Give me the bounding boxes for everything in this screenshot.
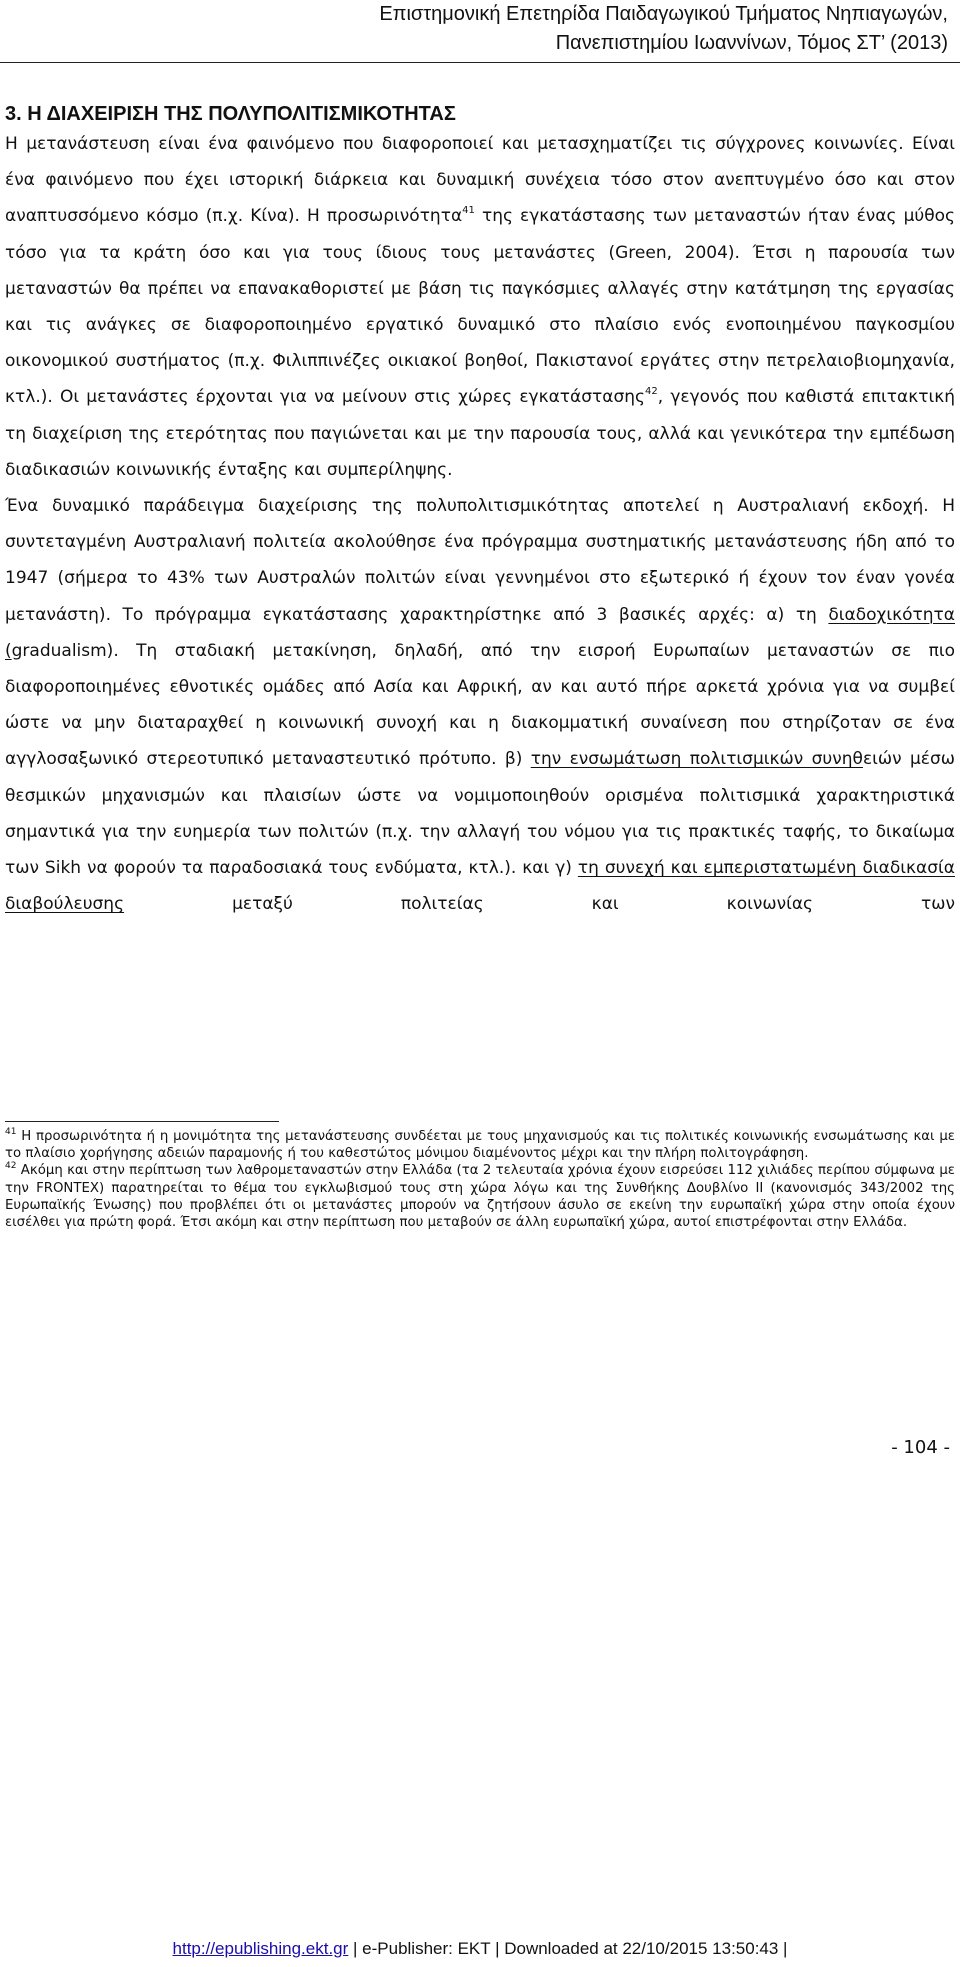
paragraph-1: Η μετανάστευση είναι ένα φαινόμενο που διαφοροποιεί και μετασχηματίζει τις σύγχρονες κοινωνίες. Είναι ένα φαινόμενο που έχει ιστορική διάρκεια και δυναμική συνέχεια τόσο στον ανεπτυγμένο όσο και στον αναπτυσσόμενο κόσμο (π.χ. Κίνα). Η προσωρινότητα$^{41}$ της εγκατάστασης των μεταναστών ήταν ένας μύθος τόσο για τα κράτη όσο και για τους ίδιους τους μετανάστες (Green, 2004). Έτσι η παρουσία των μεταναστών θα πρέπει να επανακαθοριστεί με βάση τις παγκόσμιες αλλαγές στην κατάτμηση της εργασίας και τις ανάγκες σε διαφοροποιημένο εργατικό δυναμικό στο πλαίσιο ενός ενοποιημένου παγκοσμίου οικονομικού συστήματος (π.χ. Φιλιππινέζες οικιακοί βοηθοί, Πακιστανοί εργάτες στην πετρελαιοβιομηχανία, κτλ.). Οι μετανάστες έρχονται για να μείνουν στις χώρες εγκατάστασης$^{42}$, γεγονός που καθιστά επιτακτική τη διαχείριση της ετερότητας που παγιώνεται και με την παρουσία τους, αλλά και γενικότερα την εμπέδωση διαδικασιών κοινωνικής ένταξης και συμπερίληψης. [5, 134, 955, 480]
underlined-term-1: διαδοχικότητα ( [5, 604, 955, 661]
paragraph-2: Ένα δυναμικό παράδειγμα διαχείρισης της πολυπολιτισμικότητας αποτελεί η Αυστραλιανή εκδοχή. Η συντεταγμένη Αυστραλιανή πολιτεία ακολούθησε ένα πρόγραμμα συστηματικής μετανάστευσης ήδη από το 1947 (σήμερα το 43% των Αυστραλών πολιτών είναι γεννημένοι στο εξωτερικό ή έχουν τον έναν γονέα μετανάστη). Το πρόγραμμα εγκατάστασης χαρακτηρίστηκε από 3 βασικές αρχές: α) τη διαδοχικότητα (gradualism). Τη σταδιακή μετακίνηση, δηλαδή, από την εισροή Ευρωπαίων μεταναστών σε πιο διαφοροποιημένες εθνοτικές ομάδες από Ασία και Αφρική, αν και αυτό πήρε αρκετά χρόνια για να συμβεί ώστε να μην διαταραχθεί η κοινωνική συνοχή και η διακομματική συναίνεση που στηρίζοταν σε ένα αγγλοσαξωνικό στερεοτυπικό μεταναστευτικό πρότυπο. β) την ενσωμάτωση πολιτισμικών συνηθειών μέσω θεσμικών μηχανισμών και πλαισίων ώστε να νομιμοποιηθούν ορισμένα πολιτισμικά χαρακτηριστικά σημαντικά για την ευημερία των πολιτών (π.χ. την αλλαγή του νόμου για τις πρακτικές ταφής, το δικαίωμα των Sikh να φορούν τα παραδοσιακά τους ενδύματα, κτλ.). και γ) τη συνεχή και εμπεριστατωμένη διαδικασία διαβούλευσης μεταξύ πολιτείας και κοινωνίας των [5, 496, 956, 915]
header-line-2: Πανεπιστημίου Ιωαννίνων, Τόμος ΣΤ’ (2013) [555, 32, 948, 54]
footnote-41: $^{41}$ Η προσωρινότητα ή η μονιμότητα της μετανάστευσης συνδέεται με τους μηχανισμούς και τις πολιτικές κοινωνικής ενσωμάτωσης και με το πλαίσιο χορήγησης αδειών παραμονής ή του καθεστώτος μόνιμου διαμένοντος μέχρι και την πλήρη πολιτογράφηση. [5, 1127, 955, 1162]
footnote-42: $^{42}$ Ακόμη και στην περίπτωση των λαθρομεταναστών στην Ελλάδα (τα 2 τελευταία χρόνια έχουν εισρεύσει 112 χιλιάδες περίπου σύμφωνα με την FRONTEX) παρατηρείται το θέμα του εγκλωβισμού τους στη χώρα λόγω και της Συνθήκης Δουβλίνο ΙΙ (κανονισμός 343/2002 της Ευρωπαϊκής Ένωσης) που προβλέπει ότι οι μετανάστες μπορούν να ζητήσουν άσυλο σε εκείνη την ευρωπαϊκή χώρα στην οποία έχουν εισέλθει για πρώτη φορά. Έτσι ακόμη και στην περίπτωση που μεταβούν σε άλλη ευρωπαϊκή χώρα, αυτοί επιστρέφονται στην Ελλάδα. [5, 1161, 955, 1231]
footer-info: | e-Publisher: EKT | Downloaded at 22/10/2015 13:50:43 | [348, 1939, 788, 1958]
footnote-ref-41[interactable]: 41 [462, 205, 475, 217]
underlined-term-3: τη συνεχή και εμπεριστατωμένη διαδικασία διαβούλευσης [5, 858, 955, 915]
epublishing-link[interactable]: http://epublishing.ekt.gr [172, 1939, 349, 1958]
running-header [248, 0, 948, 58]
footnote-ref-42[interactable]: 42 [645, 386, 658, 398]
page-number: - 104 - [891, 1437, 950, 1458]
header-line-1: Επιστημονική Επετηρίδα Παιδαγωγικού Τμήματος Νηπιαγωγών, [379, 3, 948, 25]
header-rule [0, 62, 960, 63]
download-footer [0, 1939, 960, 1959]
section-title: 3. Η ΔΙΑΧΕΙΡΙΣΗ ΤΗΣ ΠΟΛΥΠΟΛΙΤΙΣΜΙΚΟΤΗΤΑΣ [5, 103, 456, 125]
footnotes [5, 1128, 955, 1231]
underlined-term-2: την ενσωμάτωση πολιτισμικών συνηθ [530, 749, 863, 770]
footnote-rule [5, 1121, 279, 1122]
body-text [5, 126, 955, 922]
footnote-number-42: 42 [5, 1161, 17, 1172]
footnote-number-41: 41 [5, 1127, 17, 1137]
